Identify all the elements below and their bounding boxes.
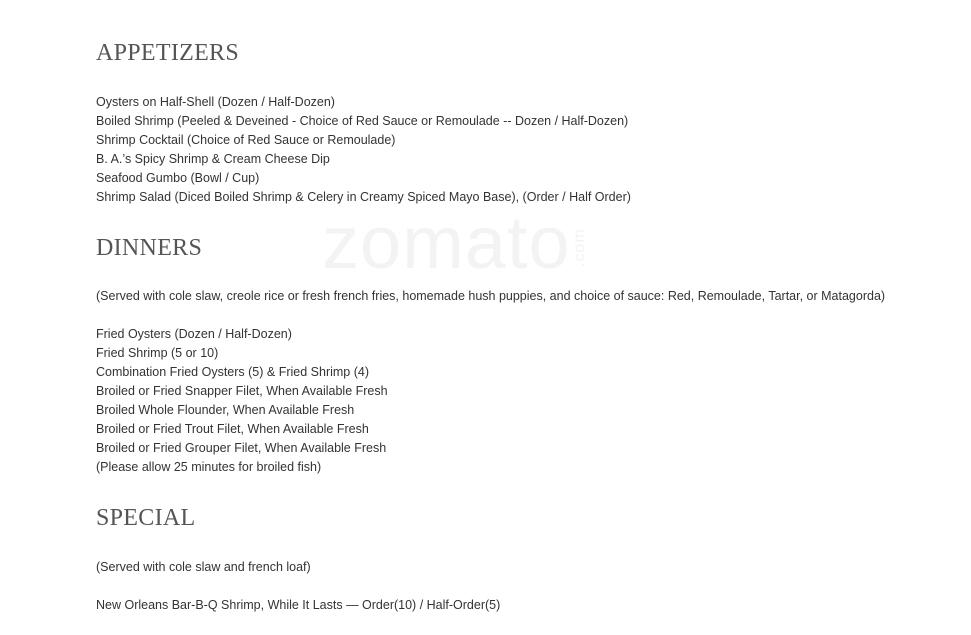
menu-item: Boiled Shrimp (Peeled & Deveined - Choice of Red Sauce or Remoulade -- Dozen / Half-Dozen) bbox=[96, 114, 629, 128]
watermark-text: zomato bbox=[322, 201, 571, 284]
menu-item: Oysters on Half-Shell (Dozen / Half-Dozen) bbox=[96, 95, 335, 109]
section-title-dinners: DINNERS bbox=[96, 235, 203, 261]
menu-item: Broiled or Fried Snapper Filet, When Available Fresh bbox=[96, 384, 388, 398]
menu-item: New Orleans Bar-B-Q Shrimp, While It Lasts — Order(10) / Half-Order(5) bbox=[96, 598, 501, 612]
menu-item-footnote: (Please allow 25 minutes for broiled fish) bbox=[96, 460, 322, 474]
menu-item: Seafood Gumbo (Bowl / Cup) bbox=[96, 171, 260, 185]
menu-item: Shrimp Salad (Diced Boiled Shrimp & Celery in Creamy Spiced Mayo Base), (Order / Half Order) bbox=[96, 190, 631, 204]
watermark-logo bbox=[322, 200, 627, 285]
menu-item: Broiled Whole Flounder, When Available Fresh bbox=[96, 403, 355, 417]
menu-item: Combination Fried Oysters (5) & Fried Shrimp (4) bbox=[96, 365, 369, 379]
menu-item: Shrimp Cocktail (Choice of Red Sauce or Remoulade) bbox=[96, 133, 396, 147]
section-note-special: (Served with cole slaw and french loaf) bbox=[96, 560, 311, 574]
menu-item: B. A.’s Spicy Shrimp & Cream Cheese Dip bbox=[96, 152, 330, 166]
section-title-appetizers: APPETIZERS bbox=[96, 40, 240, 66]
menu-item: Broiled or Fried Trout Filet, When Available Fresh bbox=[96, 422, 369, 436]
section-title-special: SPECIAL bbox=[96, 505, 196, 531]
menu-item: Broiled or Fried Grouper Filet, When Available Fresh bbox=[96, 441, 387, 455]
menu-item: Fried Oysters (Dozen / Half-Dozen) bbox=[96, 327, 292, 341]
menu-item: Fried Shrimp (5 or 10) bbox=[96, 346, 219, 360]
watermark-tld: .com bbox=[570, 228, 588, 267]
section-note-dinners: (Served with cole slaw, creole rice or fresh french fries, homemade hush puppies, and choice of sauce: Red, Remoulade, Tartar, or Matagorda) bbox=[96, 289, 886, 303]
